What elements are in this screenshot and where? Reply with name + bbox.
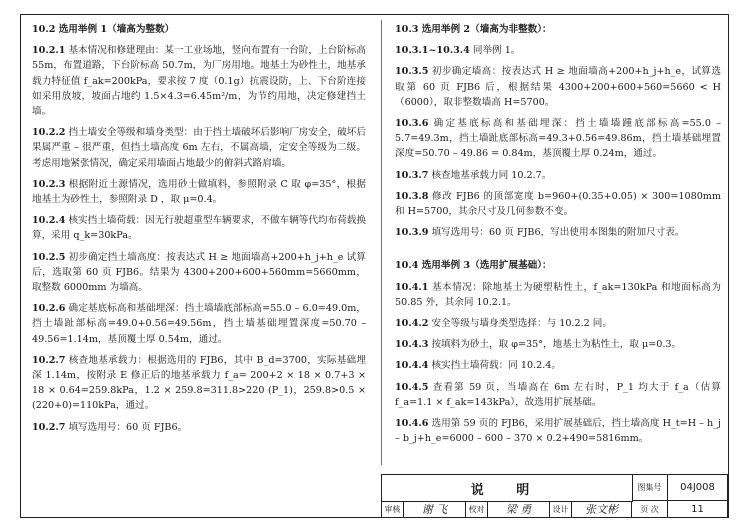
left-paragraph [32, 125, 366, 171]
clause-text: 挡土墙安全等级和墙身类型：由于挡土墙破坏后影响厂房安全，破坏后果属严重 – 很严重，但挡土墙高度 6m 左右，不属高墙，定安全等级为二级。考虑用地紧张情况，确定采用墙面占地最少的俯斜式路肩墙。 [32, 127, 366, 169]
right-paragraph [395, 416, 721, 446]
clause-text: 初步确定墙高：按表达式 H ≥ 地面墙高+200+h_j+h_e，试算选取第 60 页 FJB6 后，根据结果 4300+200+600+560=5660 < H（6000），取非整数墙高 H=5700。 [395, 66, 721, 108]
clause-text: 填写选用号：60 页 FJB6，写出使用本图集的附加尺寸表。 [431, 227, 685, 239]
clause-text: 根据附近土源情况，选用砂土做填料，参照附录 C 取 φ=35°，根据地基土为砂性土，参照附录 D ，取 μ=0.4。 [32, 178, 367, 206]
clause-number: 10.2.7 [32, 421, 66, 433]
clause-number: 10.2.2 [32, 127, 66, 139]
clause-text: 查看第 59 页，当墙高在 6m 左右时，P_1 均大于 f_a（估算 f_a=1.1 × f_ak=143kPa），故选用扩展基础。 [395, 381, 721, 408]
page-label: 页 次 [632, 501, 668, 518]
left-paragraph [32, 213, 366, 243]
clause-text: 初步确定挡土墙高度：按表达式 H ≥ 地面墙高+200+h_j+h_e 试算后，选取第 60 页 FJB6。结果为 4300+200+600+560mm=5660mm，取整数 6000mm 为墙高。 [32, 251, 366, 294]
clause-text: 选用举例 3（选用扩展基础）： [421, 260, 552, 272]
right-paragraph [395, 358, 721, 373]
title-block [381, 474, 728, 518]
left-paragraph [32, 250, 366, 296]
clause-text: 确定基底标高和基础埋深：挡土墙墙底部标高=55.0 – 6.0=49.0m，挡土墙趾部标高=49.0+0.56=49.56m，挡土墙基础埋置深度=50.70 – 49.56=1.14m，基顶覆土厚 0.54m，通过。 [32, 303, 366, 345]
left-paragraph [32, 353, 366, 414]
clause-number: 10.2.7 [32, 354, 66, 366]
clause-number: 10.4.5 [395, 381, 429, 393]
clause-number: 10.2.6 [32, 303, 66, 315]
right-paragraph [395, 337, 721, 352]
document-title: 说 明 [382, 475, 633, 502]
left-paragraph [32, 177, 366, 207]
right-paragraph [395, 168, 721, 183]
clause-text: 同举例 1。 [472, 45, 521, 57]
design-label: 设计 [550, 501, 572, 518]
clause-number: 10.2.3 [32, 178, 66, 190]
clause-number: 10.4.2 [395, 318, 429, 330]
right-paragraph [395, 380, 721, 410]
clause-text: 确定基底标高和基础埋深：挡土墙墙踵底部标高=55.0 – 5.7=49.3m，挡土墙趾底部标高=49.3+0.56=49.86m，挡土墙基础埋置深度=50.70 – 49.86 = 0.84m，基顶覆土厚 0.24m，通过。 [395, 118, 721, 160]
clause-text: 按填料为砂土，取 φ=35°，地基土为粘性土，取 μ=0.3。 [431, 339, 682, 351]
design-signature: 张文彬 [572, 501, 632, 518]
clause-number: 10.3.7 [395, 169, 429, 181]
right-paragraph [395, 258, 721, 273]
clause-number: 10.3.1~10.3.4 [395, 45, 470, 57]
clause-text: 基本情况：除地基土为硬塑粘性土，f_ak=130kPa 和地面标高为 50.85 外，其余同 10.2.1。 [395, 281, 721, 308]
clause-text: 安全等级与墙身类型选择：与 10.2.2 同。 [431, 318, 612, 330]
right-paragraph [395, 280, 721, 310]
review-signature: 谢 飞 [404, 501, 466, 518]
clause-number: 10.2 [32, 24, 56, 35]
clause-text: 核查地基承载力同 10.2.7。 [431, 169, 552, 181]
clause-text: 填写选用号：60 页 FJB6。 [68, 421, 188, 433]
set-number-value: 04J008 [668, 475, 728, 501]
left-paragraph [32, 301, 366, 347]
check-signature: 梁 勇 [488, 501, 550, 518]
right-paragraph [395, 116, 721, 162]
clause-text: 核实挡土墙荷载：因无行驶超重型车辆要求，不做车辆等代均布荷载换算，采用 q_k=30kPa。 [32, 215, 366, 242]
clause-number: 10.4.1 [395, 281, 429, 293]
right-paragraph [395, 64, 721, 110]
right-column [395, 22, 721, 446]
page-number: 11 [668, 501, 728, 518]
clause-number: 10.2.5 [32, 251, 66, 263]
clause-number: 10.3 [395, 24, 419, 35]
right-paragraph [395, 189, 721, 219]
left-paragraph [32, 420, 366, 435]
right-paragraph [395, 43, 721, 58]
clause-number: 10.3.9 [395, 227, 429, 239]
clause-text: 选用举例 1（墙高为整数） [58, 24, 175, 35]
clause-number: 10.4.6 [395, 418, 429, 430]
right-paragraph [395, 316, 721, 331]
clause-number: 10.4 [395, 260, 419, 272]
column-divider [381, 20, 382, 465]
clause-text: 选用第 59 页的 FJB6，采用扩展基础后，挡土墙高度 H_t=H – h_j – b_j+h_e=6000 – 600 – 370 × 0.2+490=5816mm。 [395, 418, 721, 445]
set-number-label: 图集号 [632, 475, 668, 501]
clause-text: 选用举例 2（墙高为非整数）： [421, 24, 552, 35]
clause-number: 10.3.8 [395, 190, 429, 202]
clause-text: 基本情况和修建理由：某一工业场地，竖向布置有一台阶，上台阶标高 55m，布置道路，下台阶标高 50.7m，为厂房用地。地基土为砂性土，地基承载力特征值 f_ak=200kPa，要求按 7 度（0.1g）抗震设防，上、下台阶连接如采用放坡，坡面占地约 1.5×4.3=6.45m²/m，为节约用地，决定修建挡土墙。 [32, 45, 366, 118]
clause-text: 修改 FJB6 的顶部宽度 b=960+(0.35+0.05) × 300=1080mm 和 H=5700，其余尺寸及几何参数不变。 [395, 190, 721, 218]
clause-number: 10.3.5 [395, 66, 429, 78]
clause-text: 核实挡土墙荷载：同 10.2.4。 [431, 360, 561, 372]
left-paragraph [32, 22, 366, 37]
right-paragraph [395, 22, 721, 37]
left-column [32, 22, 366, 435]
clause-number: 10.3.6 [395, 118, 429, 130]
clause-number: 10.4.3 [395, 339, 429, 351]
clause-number: 10.4.4 [395, 360, 429, 372]
clause-number: 10.2.1 [32, 45, 66, 57]
review-label: 审核 [382, 501, 404, 518]
right-paragraph [395, 225, 721, 240]
clause-text: 核查地基承载力：根据选用的 FJB6，其中 B_d=3700，实际基础埋深 1.14m，按附录 E 修正后的地基承载力 f_a= 200+2 × 18 × 0.7+3 × 18 × 0.64=259.8kPa，1.2 × 259.8=311.8>220 (P_1)，259.8>0.5 × (220+0)=110kPa，通过。 [32, 354, 366, 412]
check-label: 校对 [466, 501, 488, 518]
left-paragraph [32, 43, 366, 119]
clause-number: 10.2.4 [32, 215, 66, 227]
